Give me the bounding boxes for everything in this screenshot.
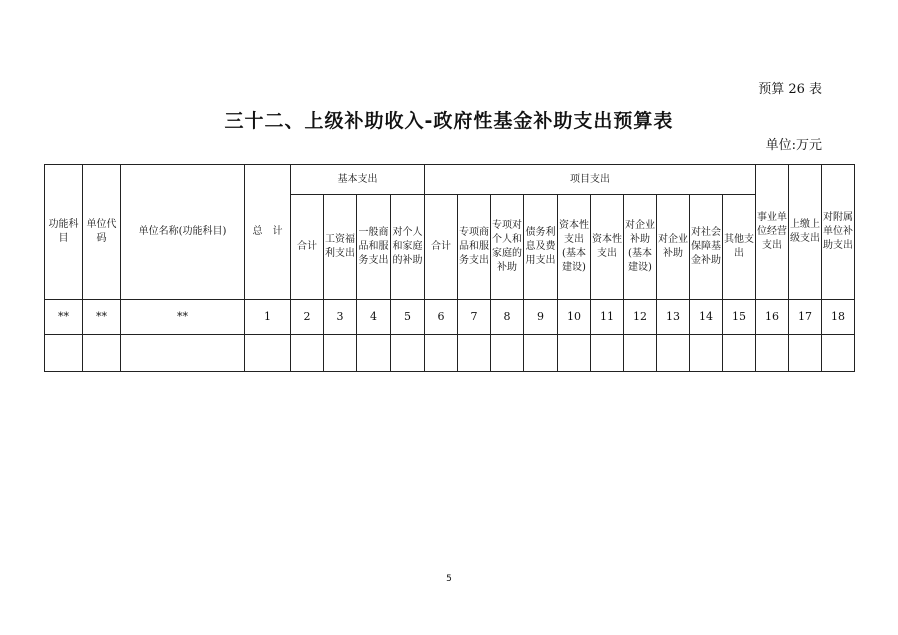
header-project-enterprise: 对企业补助 xyxy=(657,195,690,300)
header-project-other: 其他支出 xyxy=(723,195,756,300)
table-cell: 7 xyxy=(458,300,491,335)
table-cell xyxy=(458,335,491,372)
table-cell xyxy=(756,335,789,372)
header-basic-household: 对个人和家庭的补助 xyxy=(391,195,425,300)
header-basic-goods-services: 一般商品和服务支出 xyxy=(357,195,391,300)
header-project-social-security: 对社会保障基金补助 xyxy=(690,195,723,300)
header-total: 总 计 xyxy=(245,165,291,300)
table-cell: 5 xyxy=(391,300,425,335)
table-cell: 14 xyxy=(690,300,723,335)
table-cell: 11 xyxy=(591,300,624,335)
table-cell xyxy=(822,335,855,372)
table-cell xyxy=(245,335,291,372)
page-title: 三十二、上级补助收入-政府性基金补助支出预算表 xyxy=(224,110,674,132)
table-cell: 17 xyxy=(789,300,822,335)
header-unit-name: 单位名称(功能科目) xyxy=(121,165,245,300)
page-number: 5 xyxy=(446,574,452,584)
table-cell xyxy=(491,335,524,372)
table-cell xyxy=(657,335,690,372)
table-cell xyxy=(357,335,391,372)
table-cell xyxy=(558,335,591,372)
table-cell xyxy=(425,335,458,372)
unit-label: 单位:万元 xyxy=(765,138,822,153)
table-cell: 9 xyxy=(524,300,558,335)
table-cell: 13 xyxy=(657,300,690,335)
header-project-debt-interest: 债务利息及费用支出 xyxy=(524,195,558,300)
table-cell xyxy=(624,335,657,372)
table-cell xyxy=(723,335,756,372)
header-remit-superior: 上缴上级支出 xyxy=(789,165,822,300)
header-subsidiary-subsidy: 对附属单位补助支出 xyxy=(822,165,855,300)
table-cell xyxy=(690,335,723,372)
table-cell xyxy=(789,335,822,372)
form-number: 预算 26 表 xyxy=(758,82,822,97)
table-cell: 1 xyxy=(245,300,291,335)
table-cell: ** xyxy=(121,300,245,335)
table-cell xyxy=(591,335,624,372)
table-cell xyxy=(83,335,121,372)
header-basic-expenditure: 基本支出 xyxy=(291,165,425,195)
header-unit-code: 单位代码 xyxy=(83,165,121,300)
table-cell: ** xyxy=(83,300,121,335)
table-row-index xyxy=(45,300,855,335)
table-cell: ** xyxy=(45,300,83,335)
table-cell xyxy=(391,335,425,372)
table-cell xyxy=(324,335,357,372)
table-cell: 10 xyxy=(558,300,591,335)
header-project-household: 专项对个人和家庭的补助 xyxy=(491,195,524,300)
header-basic-wages: 工资福利支出 xyxy=(324,195,357,300)
header-project-capital: 资本性支出 xyxy=(591,195,624,300)
table-cell: 8 xyxy=(491,300,524,335)
header-project-expenditure: 项目支出 xyxy=(425,165,756,195)
table-cell xyxy=(524,335,558,372)
table-cell: 15 xyxy=(723,300,756,335)
budget-table xyxy=(44,164,855,372)
table-row-empty xyxy=(45,335,855,372)
table-cell: 12 xyxy=(624,300,657,335)
table-cell xyxy=(121,335,245,372)
table-cell: 6 xyxy=(425,300,458,335)
header-project-subtotal: 合计 xyxy=(425,195,458,300)
header-project-capital-construction: 资本性支出(基本建设) xyxy=(558,195,591,300)
table-cell: 18 xyxy=(822,300,855,335)
table-cell: 4 xyxy=(357,300,391,335)
table-cell: 3 xyxy=(324,300,357,335)
table-cell: 16 xyxy=(756,300,789,335)
header-business-operating: 事业单位经营支出 xyxy=(756,165,789,300)
header-project-goods-services: 专项商品和服务支出 xyxy=(458,195,491,300)
table-cell xyxy=(291,335,324,372)
table-cell: 2 xyxy=(291,300,324,335)
table-cell xyxy=(45,335,83,372)
header-basic-subtotal: 合计 xyxy=(291,195,324,300)
header-function-subject: 功能科目 xyxy=(45,165,83,300)
header-project-enterprise-construction: 对企业补助(基本建设) xyxy=(624,195,657,300)
